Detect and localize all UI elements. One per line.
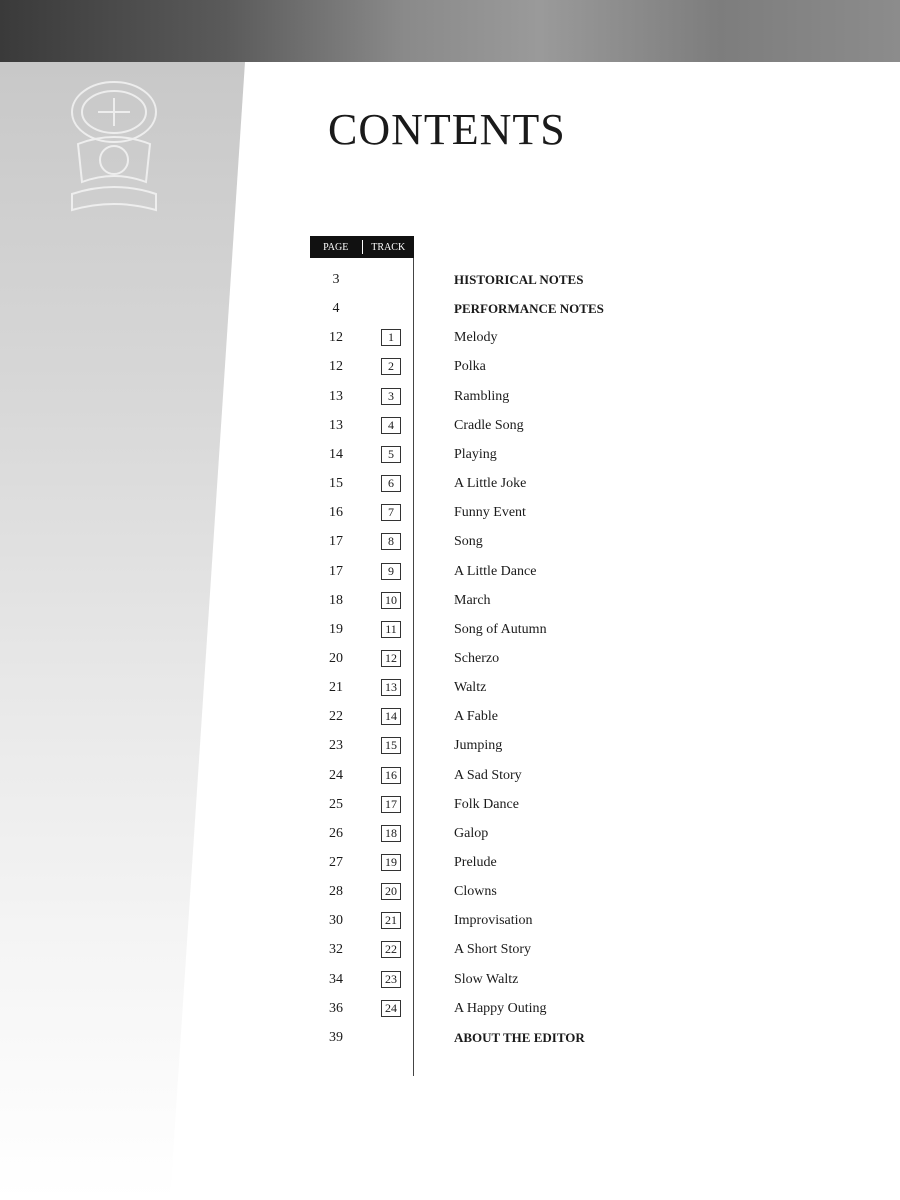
page-number: 16 (329, 505, 343, 521)
track-number: 24 (381, 1000, 401, 1017)
entry-title: Improvisation (454, 913, 533, 929)
contents-row (0, 499, 900, 528)
track-number: 17 (381, 796, 401, 813)
page-number: 30 (329, 913, 343, 929)
entry-title: A Sad Story (454, 767, 522, 783)
track-number: 7 (381, 504, 401, 521)
entry-title: Song of Autumn (454, 621, 547, 637)
page-number: 26 (329, 825, 343, 841)
entry-title: A Little Joke (454, 476, 527, 492)
entry-title: A Fable (454, 709, 498, 725)
contents-row (0, 645, 900, 674)
track-number: 11 (381, 621, 401, 638)
entry-title: March (454, 592, 491, 608)
entry-title: Galop (454, 825, 489, 841)
track-number: 20 (381, 883, 401, 900)
track-number: 13 (381, 679, 401, 696)
page-number: 22 (329, 709, 343, 725)
page-number: 32 (329, 942, 343, 958)
entry-title: A Short Story (454, 942, 532, 958)
contents-row (0, 820, 900, 849)
track-number: 8 (381, 533, 401, 550)
page-number: 4 (332, 301, 340, 317)
track-number: 22 (381, 941, 401, 958)
page-number: 3 (332, 272, 340, 287)
contents-row (0, 587, 900, 616)
page-number: 23 (329, 738, 343, 754)
page-number: 20 (329, 650, 343, 666)
contents-row (0, 383, 900, 412)
contents-row (0, 936, 900, 965)
entry-title: A Little Dance (454, 563, 537, 579)
page-number: 34 (329, 971, 343, 987)
entry-title: Waltz (454, 680, 487, 696)
entry-title: PERFORMANCE NOTES (454, 301, 604, 317)
entry-title: Polka (454, 359, 486, 375)
entry-title: Song (454, 534, 483, 550)
track-number: 23 (381, 971, 401, 988)
track-number: 18 (381, 825, 401, 842)
page-number: 17 (329, 563, 343, 579)
contents-row (0, 995, 900, 1024)
track-number: 16 (381, 767, 401, 784)
page-title: CONTENTS (328, 105, 566, 154)
contents-row (0, 1024, 900, 1053)
entry-title: Melody (454, 330, 498, 346)
page-number: 39 (329, 1029, 343, 1045)
entry-title: Rambling (454, 388, 510, 404)
page-number: 19 (329, 621, 343, 637)
track-number: 19 (381, 854, 401, 871)
contents-row (0, 266, 900, 295)
page-number: 21 (329, 680, 343, 696)
page-number: 18 (329, 592, 343, 608)
contents-row (0, 966, 900, 995)
contents-row (0, 324, 900, 353)
track-number: 1 (381, 329, 401, 346)
track-number: 5 (381, 446, 401, 463)
contents-row (0, 470, 900, 499)
track-number: 15 (381, 737, 401, 754)
page-number: 36 (329, 1000, 343, 1016)
contents-row (0, 412, 900, 441)
page-number: 17 (329, 534, 343, 550)
entry-title: Prelude (454, 855, 497, 870)
page-column-label: PAGE (323, 241, 349, 253)
entry-title: Funny Event (454, 505, 526, 521)
entry-title: Cradle Song (454, 417, 524, 433)
page-number: 14 (329, 446, 343, 462)
contents-row (0, 558, 900, 587)
page-number: 25 (329, 796, 343, 812)
contents-row (0, 295, 900, 324)
entry-title: Playing (454, 446, 497, 462)
contents-row (0, 732, 900, 761)
contents-row (0, 674, 900, 703)
track-number: 12 (381, 650, 401, 667)
contents-row (0, 616, 900, 645)
entry-title: Scherzo (454, 650, 500, 666)
contents-row (0, 762, 900, 791)
entry-title: HISTORICAL NOTES (454, 272, 584, 287)
track-number: 2 (381, 358, 401, 375)
track-number: 14 (381, 708, 401, 725)
track-column-label: TRACK (371, 241, 406, 253)
contents-row (0, 353, 900, 382)
contents-row (0, 703, 900, 732)
track-number: 4 (381, 417, 401, 434)
entry-title: A Happy Outing (454, 1000, 547, 1016)
track-number: 6 (381, 475, 401, 492)
header-banner (0, 0, 900, 62)
emblem-seal-icon (58, 72, 170, 222)
page-number: 12 (329, 359, 343, 375)
page-number: 24 (329, 767, 343, 783)
page-number: 27 (329, 855, 343, 870)
page-number: 13 (329, 388, 343, 404)
track-number: 3 (381, 388, 401, 405)
contents-row (0, 849, 900, 878)
page-number: 12 (329, 330, 343, 346)
entry-title: ABOUT THE EDITOR (454, 1029, 585, 1045)
entry-title: Jumping (454, 738, 503, 754)
contents-row (0, 528, 900, 557)
contents-row (0, 791, 900, 820)
contents-row (0, 907, 900, 936)
page-number: 13 (329, 417, 343, 433)
track-number: 21 (381, 912, 401, 929)
column-header (310, 236, 414, 258)
track-number: 10 (381, 592, 401, 609)
track-number: 9 (381, 563, 401, 580)
page-number: 15 (329, 476, 343, 492)
entry-title: Folk Dance (454, 796, 519, 812)
contents-row (0, 878, 900, 907)
entry-title: Slow Waltz (454, 971, 519, 987)
contents-row (0, 441, 900, 470)
entry-title: Clowns (454, 884, 497, 900)
page-number: 28 (329, 884, 343, 900)
